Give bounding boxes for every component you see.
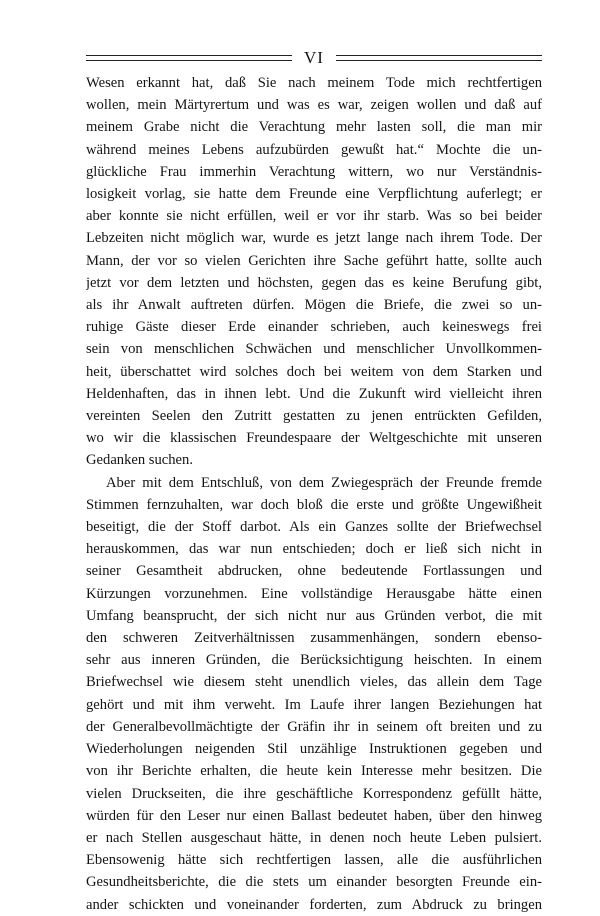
paragraph (86, 472, 542, 916)
text-line: Mann, der vor so vielen Gerichten ihre Sache geführt hatte, sollte auch (86, 252, 542, 269)
text-line: Briefwechsel wie diesem steht unendlich vieles, das allein dem Tage (86, 674, 542, 691)
text-line: seiner Gesamtheit abdrucken, ohne bedeutende Fortlassungen und (86, 563, 542, 580)
text-line: ruhige Gäste dieser Erde einander schrieben, auch keineswegs frei (86, 319, 542, 336)
text-line: meinem Grabe nicht die Verachtung mehr lasten soll, die man mir (86, 119, 542, 136)
text-line: losigkeit vorlag, sie hatte dem Freunde eine Verpflichtung auferlegt; er (86, 186, 542, 203)
text-line: als ihr Anwalt auftreten dürfen. Mögen die Briefe, die zwei so un- (86, 297, 542, 314)
text-line: er nach Stellen ausgeschaut hätte, in denen noch heute Leben pulsiert. (86, 829, 542, 846)
text-line: aber konnte sie nicht erfüllen, weil er vor ihr starb. Was so bei beider (86, 208, 542, 225)
text-line: Ebensowenig hätte sich rechtfertigen lassen, alle die ausführlichen (86, 852, 542, 869)
header-rule-right (336, 55, 542, 61)
text-line: wollen, mein Märtyrertum und was es war, zeigen wollen und daß auf (86, 97, 542, 114)
text-line: vereinten Seelen den Zutritt gestatten zu jenen entrückten Gefilden, (86, 408, 542, 425)
text-line: Lebzeiten nicht möglich war, wurde es jetzt lange nach ihrem Tode. Der (86, 230, 542, 247)
text-line: Gesundheitsberichte, die die stets um einander besorgten Freunde ein- (86, 874, 542, 891)
text-line: der Generalbevollmächtigte der Gräfin ihr in seinem oft breiten und zu (86, 718, 542, 735)
text-line: Stimmen fernzuhalten, war doch bloß die erste und größte Ungewißheit (86, 496, 542, 513)
text-line: beseitigt, die der Stoff darbot. Als ein Ganzes sollte der Briefwechsel (86, 519, 542, 536)
page-number: VI (304, 48, 324, 67)
text-line: herauskommen, das war nun entschieden; doch er ließ sich nicht in (86, 541, 542, 558)
text-line: jetzt vor dem letzten und höchsten, gegen das es keine Berufung gibt, (86, 274, 542, 291)
text-line: vielen Druckseiten, die ihre geschäftliche Korrespondenz gefüllt hätte, (86, 785, 542, 802)
text-line: Umfang beansprucht, der sich nicht nur aus Gründen verbot, die mit (86, 607, 542, 624)
body-text (86, 72, 542, 916)
text-line: wo wir die klassischen Freundespaare der Weltgeschichte mit unseren (86, 430, 542, 447)
text-line: glückliche Frau immerhin Verachtung wittern, wo nur Verständnis- (86, 163, 542, 180)
text-line: Kürzungen vorzunehmen. Eine vollständige Herausgabe hätte einen (86, 585, 542, 602)
header-rule-left (86, 55, 292, 61)
text-line: sein von menschlichen Schwächen und menschlicher Unvollkommen- (86, 341, 542, 358)
text-line: Wiederholungen neigenden Stil unzählige Instruktionen gegeben und (86, 741, 542, 758)
text-line: heit, überschattet wird solches doch bei weitem von dem Starken und (86, 363, 542, 380)
text-line: gehört und mit ihm verweht. Im Laufe ihrer langen Beziehungen hat (86, 696, 542, 713)
page-header (86, 47, 542, 69)
paragraph (86, 72, 542, 472)
text-line: Wesen erkannt hat, daß Sie nach meinem Tode mich rechtfertigen (86, 75, 542, 91)
text-line: sehr aus inneren Gründen, die Berücksichtigung heischten. In einem (86, 652, 542, 669)
text-line: ander schickten und voneinander forderten, zum Abdruck zu bringen (86, 896, 542, 913)
text-line: würden für den Leser nur einen Ballast bedeutet haben, über den hinweg (86, 807, 542, 824)
text-line: von ihr Berichte erhalten, die heute kein Interesse mehr besitzen. Die (86, 763, 542, 780)
text-line: Heldenhaften, das in ihnen lebt. Und die Zukunft wird vielleicht ihren (86, 385, 542, 402)
text-line: Gedanken suchen. (86, 452, 193, 469)
text-line: während meines Lebens aufzubürden gewußt hat.“ Mochte die un- (86, 141, 542, 158)
text-line: den schweren Zeitverhältnissen zusammenhängen, sondern ebenso- (86, 630, 542, 647)
text-line: Aber mit dem Entschluß, von dem Zwiegespräch der Freunde fremde (106, 474, 542, 491)
